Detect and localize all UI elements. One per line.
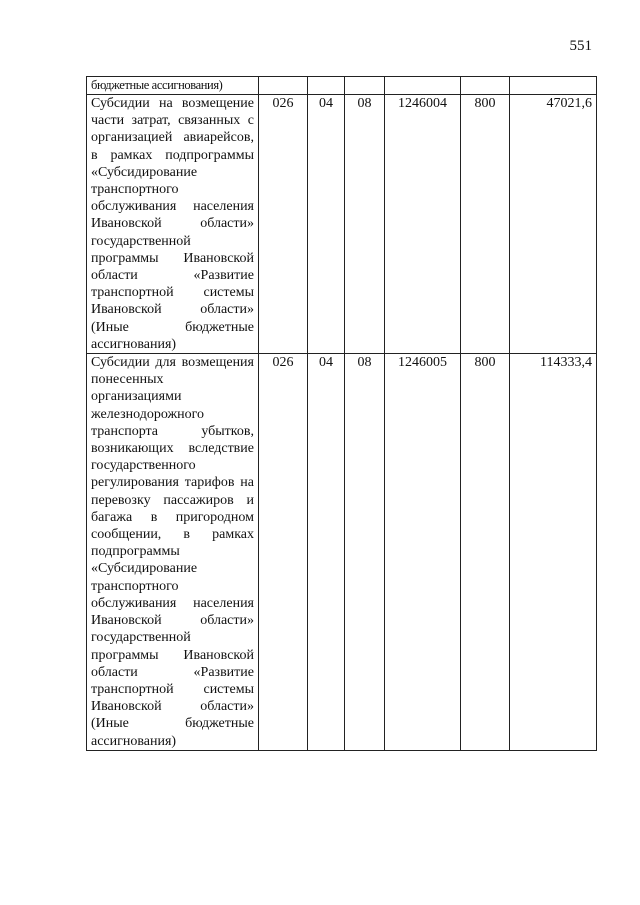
cell-expense-type: 800 <box>461 95 510 354</box>
cell-amount: 47021,6 <box>510 95 597 354</box>
cell-amount <box>510 77 597 95</box>
cell-section <box>308 77 345 95</box>
cell-target: 1246005 <box>385 354 461 751</box>
cell-amount: 114333,4 <box>510 354 597 751</box>
cell-subsection: 08 <box>345 354 385 751</box>
cell-grbs: 026 <box>259 354 308 751</box>
cell-subsection <box>345 77 385 95</box>
cell-section: 04 <box>308 95 345 354</box>
cell-name: Субсидии для возмещения понесенных организациями железнодорожного транспорта убытков, возникающих вследствие государственного регулирования тарифов на перевозку пассажиров и багажа в пригородном сообщении, в рамках подпрограммы «Субсидирование транспортного обслуживания населения Ивановской области» государственной программы Ивановской области «Развитие транспортной системы Ивановской области» (Иные бюджетные ассигнования) <box>87 354 259 751</box>
page-number: 551 <box>569 38 592 54</box>
budget-table <box>86 76 597 751</box>
table-row <box>87 95 597 354</box>
table-row-continuation <box>87 77 597 95</box>
table-row <box>87 354 597 751</box>
cell-section: 04 <box>308 354 345 751</box>
cell-target: 1246004 <box>385 95 461 354</box>
cell-expense-type: 800 <box>461 354 510 751</box>
cell-target <box>385 77 461 95</box>
cell-name: Субсидии на возмещение части затрат, связанных с организацией авиарейсов, в рамках подпрограммы «Субсидирование транспортного обслуживания населения Ивановской области» государственной программы Ивановской области «Развитие транспортной системы Ивановской области» (Иные бюджетные ассигнования) <box>87 95 259 354</box>
cell-name: бюджетные ассигнования) <box>87 77 259 95</box>
cell-grbs: 026 <box>259 95 308 354</box>
cell-expense-type <box>461 77 510 95</box>
cell-subsection: 08 <box>345 95 385 354</box>
cell-grbs <box>259 77 308 95</box>
